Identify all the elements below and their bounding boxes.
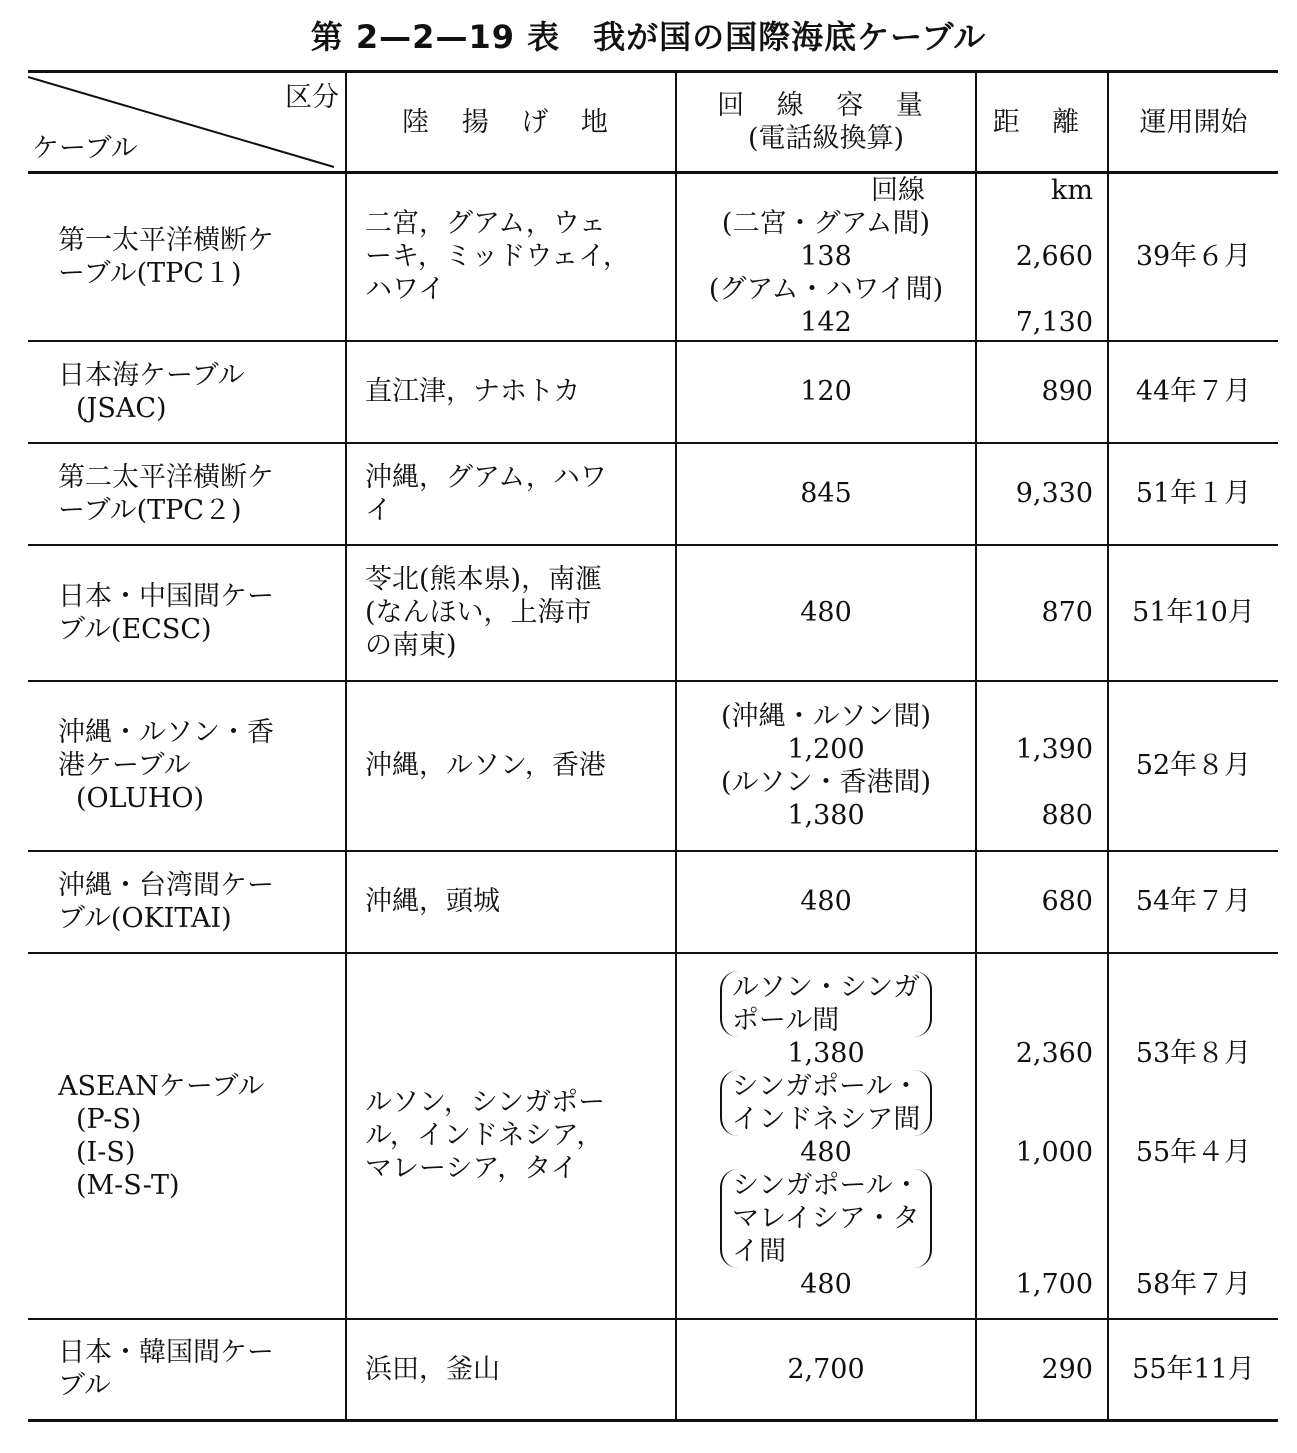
segment-label: シンガポール・ インドネシア間 — [720, 1070, 933, 1136]
header-diagonal-cell — [28, 72, 346, 173]
landing-sites: 苓北(熊本県)，南滙 (なんほい，上海市 の南東) — [346, 545, 676, 681]
start-date: 51年１月 — [1108, 443, 1278, 545]
distance: 290 — [976, 1319, 1108, 1421]
header-row — [28, 72, 1278, 173]
table-row — [28, 341, 1278, 443]
table-row — [28, 1319, 1278, 1421]
header-landing: 陸 揚 げ 地 — [346, 72, 676, 173]
table-row — [28, 443, 1278, 545]
segment-label: ルソン・シンガ ポール間 — [720, 971, 932, 1037]
landing-sites: 浜田，釜山 — [346, 1319, 676, 1421]
cable-name: 第二太平洋横断ケ ーブル(TPC２) — [28, 443, 346, 545]
capacity: 845 — [676, 443, 976, 545]
start-date: 39年６月 — [1108, 173, 1278, 341]
landing-sites: ルソン，シンガポー ル，インドネシア， マレーシア，タイ — [346, 953, 676, 1319]
distance-unit: km — [1051, 175, 1093, 207]
table-row — [28, 681, 1278, 851]
cable-name: ASEANケーブル (P-S) (I-S) (M-S-T) — [28, 953, 346, 1319]
table-row — [28, 953, 1278, 1319]
start-date: 55年11月 — [1108, 1319, 1278, 1421]
distance: 1,390 880 — [976, 681, 1108, 851]
cable-name: 日本・韓国間ケー ブル — [28, 1319, 346, 1421]
start-date: 54年７月 — [1108, 851, 1278, 953]
page-title: 第 2—2—19 表 我が国の国際海底ケーブル — [310, 18, 987, 56]
capacity: ルソン・シンガ ポール間 1,380 シンガポール・ インドネシア間 480 シンガポール・ マレイシア・タ イ間 480 — [676, 953, 976, 1319]
cable-name: 日本海ケーブル (JSAC) — [28, 341, 346, 443]
capacity: 480 — [676, 545, 976, 681]
table-row — [28, 173, 1278, 341]
start-date: 44年７月 — [1108, 341, 1278, 443]
cable-name: 沖縄・ルソン・香 港ケーブル (OLUHO) — [28, 681, 346, 851]
distance: 2,360 1,000 1,700 — [976, 953, 1108, 1319]
capacity: 2,700 — [676, 1319, 976, 1421]
capacity-unit: 回線 — [871, 175, 925, 207]
capacity: 120 — [676, 341, 976, 443]
distance: 870 — [976, 545, 1108, 681]
start-date: 51年10月 — [1108, 545, 1278, 681]
landing-sites: 沖縄，ルソン，香港 — [346, 681, 676, 851]
header-cable: ケーブル — [32, 133, 138, 164]
capacity: 回線 (二宮・グアム間) 138 (グアム・ハワイ間) 142 — [676, 173, 976, 341]
start-date: 52年８月 — [1108, 681, 1278, 851]
cable-name: 第一太平洋横断ケ ーブル(TPC１) — [28, 173, 346, 341]
distance: 9,330 — [976, 443, 1108, 545]
landing-sites: 沖縄，グアム，ハワ イ — [346, 443, 676, 545]
landing-sites: 沖縄，頭城 — [346, 851, 676, 953]
distance: 890 — [976, 341, 1108, 443]
distance: km 2,660 7,130 — [976, 173, 1108, 341]
table-row — [28, 545, 1278, 681]
landing-sites: 直江津，ナホトカ — [346, 341, 676, 443]
header-start: 運用開始 — [1108, 72, 1278, 173]
start-date: 53年８月 55年４月 58年７月 — [1108, 953, 1278, 1319]
header-distance: 距 離 — [976, 72, 1108, 173]
segment-label: シンガポール・ マレイシア・タ イ間 — [720, 1169, 932, 1268]
cable-name: 日本・中国間ケー ブル(ECSC) — [28, 545, 346, 681]
capacity: 480 — [676, 851, 976, 953]
header-category: 区分 — [285, 82, 339, 113]
landing-sites: 二宮，グアム，ウェ ーキ，ミッドウェイ， ハワイ — [346, 173, 676, 341]
table-row — [28, 851, 1278, 953]
cable-name: 沖縄・台湾間ケー ブル(OKITAI) — [28, 851, 346, 953]
header-capacity: 回 線 容 量 (電話級換算) — [676, 72, 976, 173]
capacity: (沖縄・ルソン間) 1,200 (ルソン・香港間) 1,380 — [676, 681, 976, 851]
cable-table — [28, 70, 1278, 1422]
distance: 680 — [976, 851, 1108, 953]
